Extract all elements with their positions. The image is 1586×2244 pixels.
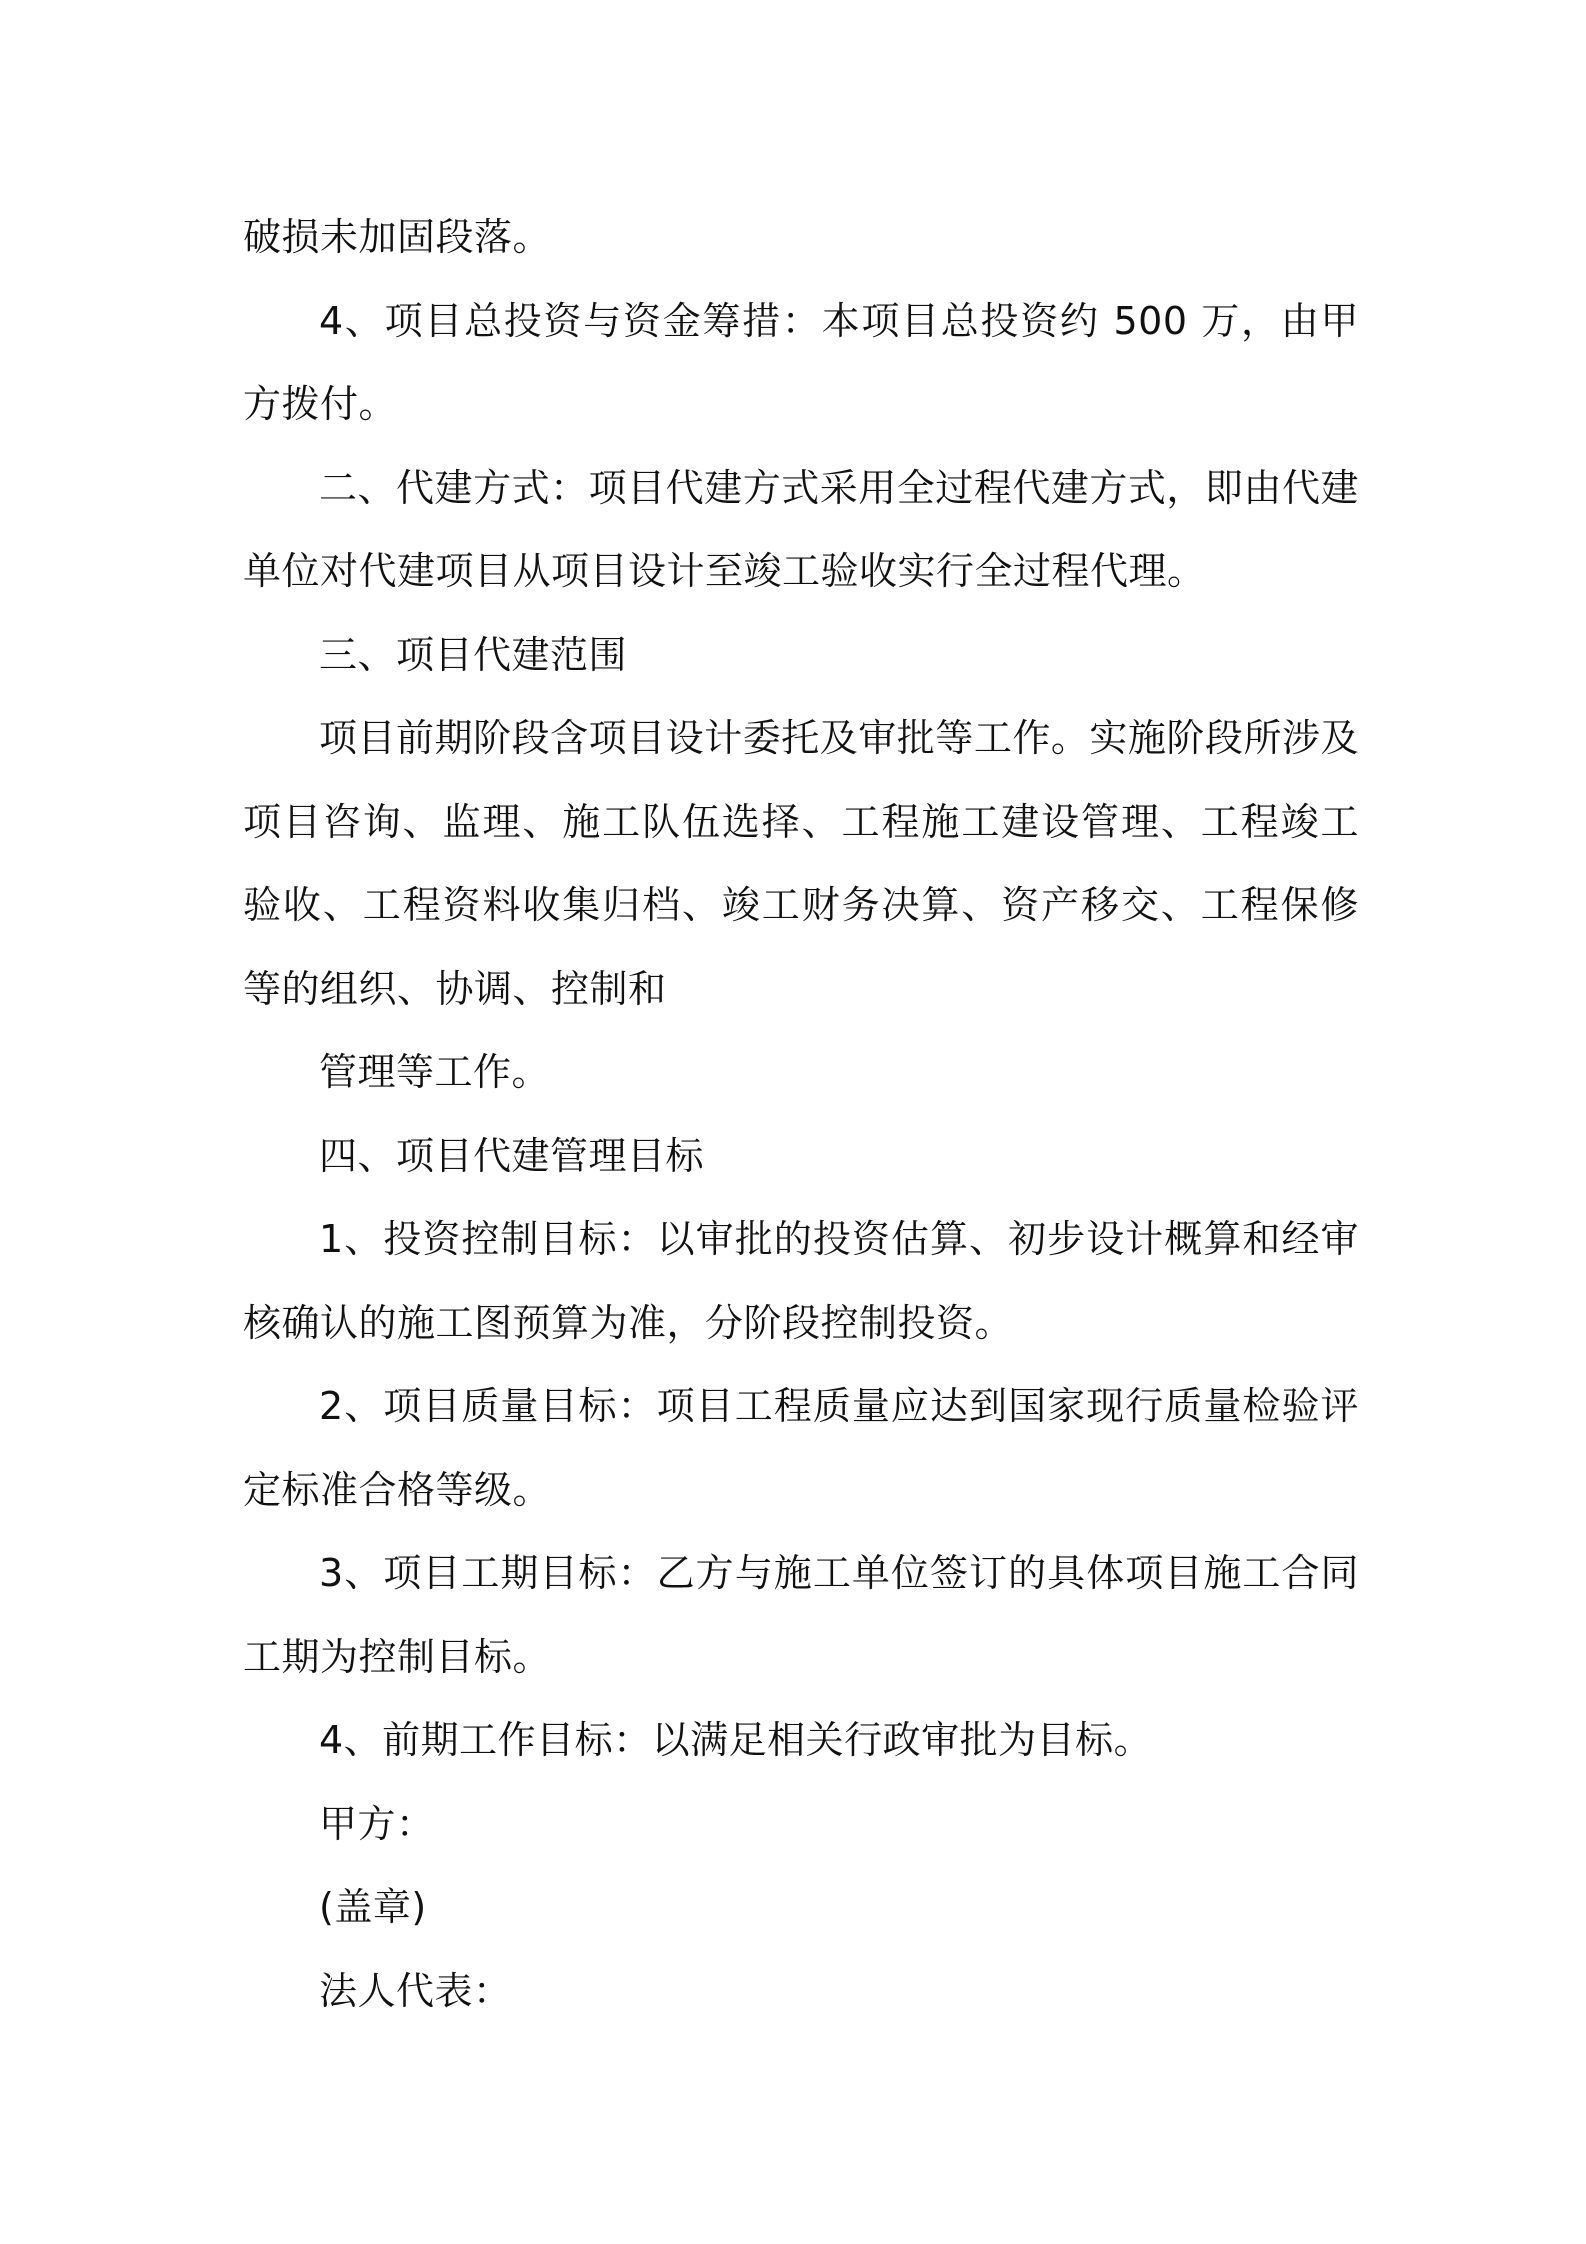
paragraph-scope-continuation: 管理等工作。 xyxy=(319,1050,551,1094)
heading-construction-scope: 三、项目代建范围 xyxy=(319,632,628,677)
paragraph-construction-mode: 二、代建方式：项目代建方式采用全过程代建方式，即由代建单位对代建项目从项目设计至竣工验收实行全过程代理。 xyxy=(243,465,1359,593)
paragraph-construction-scope: 项目前期阶段含项目设计委托及审批等工作。实施阶段所涉及项目咨询、监理、施工队伍选择、工程施工建设管理、工程竣工验收、工程资料收集归档、竣工财务决算、资产移交、工程保修等的组织、协调、控制和 xyxy=(243,716,1359,1011)
paragraph-investment-goal: 1、投资控制目标：以审批的投资估算、初步设计概算和经审核确认的施工图预算为准，分阶段控制投资。 xyxy=(243,1217,1359,1345)
paragraph-total-investment: 4、项目总投资与资金筹措：本项目总投资约 500 万，由甲方拨付。 xyxy=(243,298,1359,426)
paragraph-continuation: 破损未加固段落。 xyxy=(243,215,552,259)
paragraph-preliminary-goal: 4、前期工作目标：以满足相关行政审批为目标。 xyxy=(319,1718,1153,1762)
signature-party-a: 甲方： xyxy=(319,1801,435,1846)
document-body xyxy=(243,196,1359,2033)
paragraph-quality-goal: 2、项目质量目标：项目工程质量应达到国家现行质量检验评定标准合格等级。 xyxy=(243,1384,1359,1512)
paragraph-schedule-goal: 3、项目工期目标：乙方与施工单位签订的具体项目施工合同工期为控制目标。 xyxy=(243,1551,1359,1679)
signature-legal-representative: 法人代表： xyxy=(319,1968,512,2013)
signature-seal: (盖章) xyxy=(319,1885,427,1929)
heading-management-goals: 四、项目代建管理目标 xyxy=(319,1133,705,1178)
